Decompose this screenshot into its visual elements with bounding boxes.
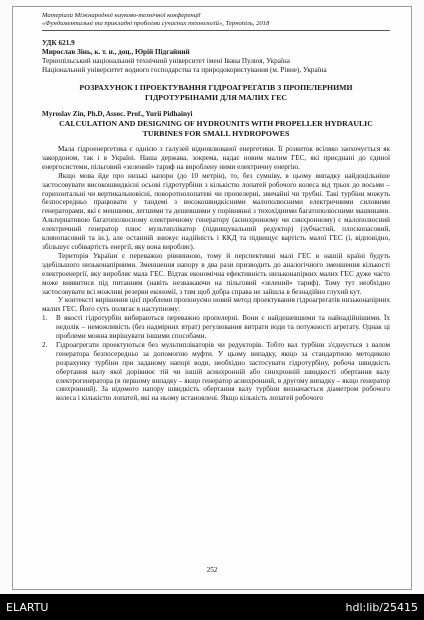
authors-en: Myroslav Zin, Ph.D, Assoc. Prof., Yurii Pidhainyi	[42, 110, 193, 119]
affiliation-1: Тернопільський національний технічний університет імені Івана Пулюя, Україна	[42, 57, 290, 65]
repository-footer	[0, 594, 424, 620]
list-item-number: 1.	[42, 314, 48, 323]
title-en: CALCULATION AND DESIGNING OF HYDROUNITS WITH PROPELLER HYDRAULIC TURBINES FOR SMALL HYDROPOWES	[59, 119, 373, 138]
list-item-text: Гідроагрегати проектуються без мультиплікаторів чи редукторів. Тобто вал турбіни з'єднується з валом генератора безпосередньо за допомогою муфти. У цьому випадку, якщо за стандартною методикою розрахунку турбіни при заданому напорі води, необхідно застосувати гідротурбіну, робоча швидкість обертання валу якої дорівнює тій чи іншій асинхронній або синхронній швидкості обертання валу електрогенератора (в першому випадку – якщо генератор асинхронний, в другому випадку – якщо генератор синхронний). За відомого напору швидкість обертання валу турбіни визначається діаметром робочого колеса і кількістю лопатей, які на ньому встановлені. Якщо кількість лопатей робочого	[56, 340, 390, 403]
conference-header-line1: Матеріали Міжнародної науково-технічної конференції	[42, 12, 201, 19]
list-item-number: 2.	[42, 340, 48, 349]
title-ua: РОЗРАХУНОК І ПРОЕКТУВАННЯ ГІДРОАГРЕГАТІВ З ПРОПЕЛЕРНИМИ ГІДРОТУРБІНАМИ ДЛЯ МАЛИХ ГЕС	[79, 83, 353, 102]
list-item	[42, 314, 390, 341]
authors-ua: Мирослав Зінь, к. т. н., доц., Юрій Підгайний	[42, 48, 190, 56]
handle-id: hdl:lib/25415	[345, 601, 418, 614]
affiliation-2: Національний університет водного господарства та природокористування (м. Рівне), Україна	[42, 66, 327, 74]
body-paragraph: Територія України є переважно рівнинною, тому й перспективні малі ГЕС в нашій країні будуть здебільшого низьконапірними. Зменшення напору в два рази призводить до аналогічного зменшення кількості електроенергії, яку виробляє мала ГЕС. Відтак економічна ефективність низьконапірних малих ГЕС дуже часто може виявитися під питанням (навіть незважаючи на пільговий «зелений» тариф). Тому тут необхідно застосовувати всі можливі резерви економії, з тим щоб добра справа не зайшла в безнадійно глухий кут.	[42, 251, 390, 296]
header-divider	[42, 30, 390, 31]
page-number: 252	[206, 566, 218, 574]
body-paragraph: Мала гідроенергетика є однією з галузей відновлюваної енергетики. Її розвиток всіляко заохочується як закордоном, так і в Україні. Наша держава, зокрема, надає новим малим ГЕС, які приєднані до єдиної енергосистеми, пільговий «зелений» тариф на вироблену ними електричну енергію.	[42, 145, 390, 171]
page-content	[42, 12, 390, 403]
body-paragraph: Якщо мова йде про низькі напори (до 10 метрів), то, без сумніву, в цьому випадку найдоцільніше застосовувати високошвидкісні осьові гідротурбіни з кількістю лопатей робочого колеса від трьох до восьми – горизонтальні чи вертикальновісні, поворотнолопатеві чи пропелерні, звичайні чи трубні. Такі турбіни можуть безпосередньо працювати у тандемі з високошвидкісними малополюсними електричними силовими генераторами, які є меншими, легшими та дешевшими у порівнянні з тихохідними багатополюсними машинами. Альтернативою багатополюсному електричному генератору (асинхронному чи синхронному) є малополюсний електричний генератор плюс мультиплікатор (підвищувальний редуктор) (зубчастий, плоскопасовий, клинопасовий та ін.), але останній знижує надійність і ККД та підвищує вартість малої ГЕС (і, відповідно, збільшує собівартість енергії, яку вона виробляє).	[42, 171, 390, 251]
body-paragraph: У контексті вирішення цієї проблеми пропонуємо новий метод проектування гідроагрегатів низьконапірних малих ГЕС. Його суть полягає в наступному:	[42, 296, 390, 314]
udc-code: УДК 621.9	[42, 39, 75, 47]
numbered-list	[42, 314, 390, 403]
conference-header-line2: «Фундаментальні та прикладні проблеми сучасних технологій», Тернопіль, 2018	[42, 20, 270, 27]
repository-name: ELARTU	[6, 601, 49, 614]
list-item-text: В якості гідротурбін вибираються переважно пропелерні. Вони є найдешевшими та найнадійнішими. Їх недолік – неможливість (без надмірних втрат) регулювання витрати води та потужності агрегату. Однак ці проблеми можна вирішувати іншими способами.	[56, 314, 390, 341]
list-item	[42, 341, 390, 403]
